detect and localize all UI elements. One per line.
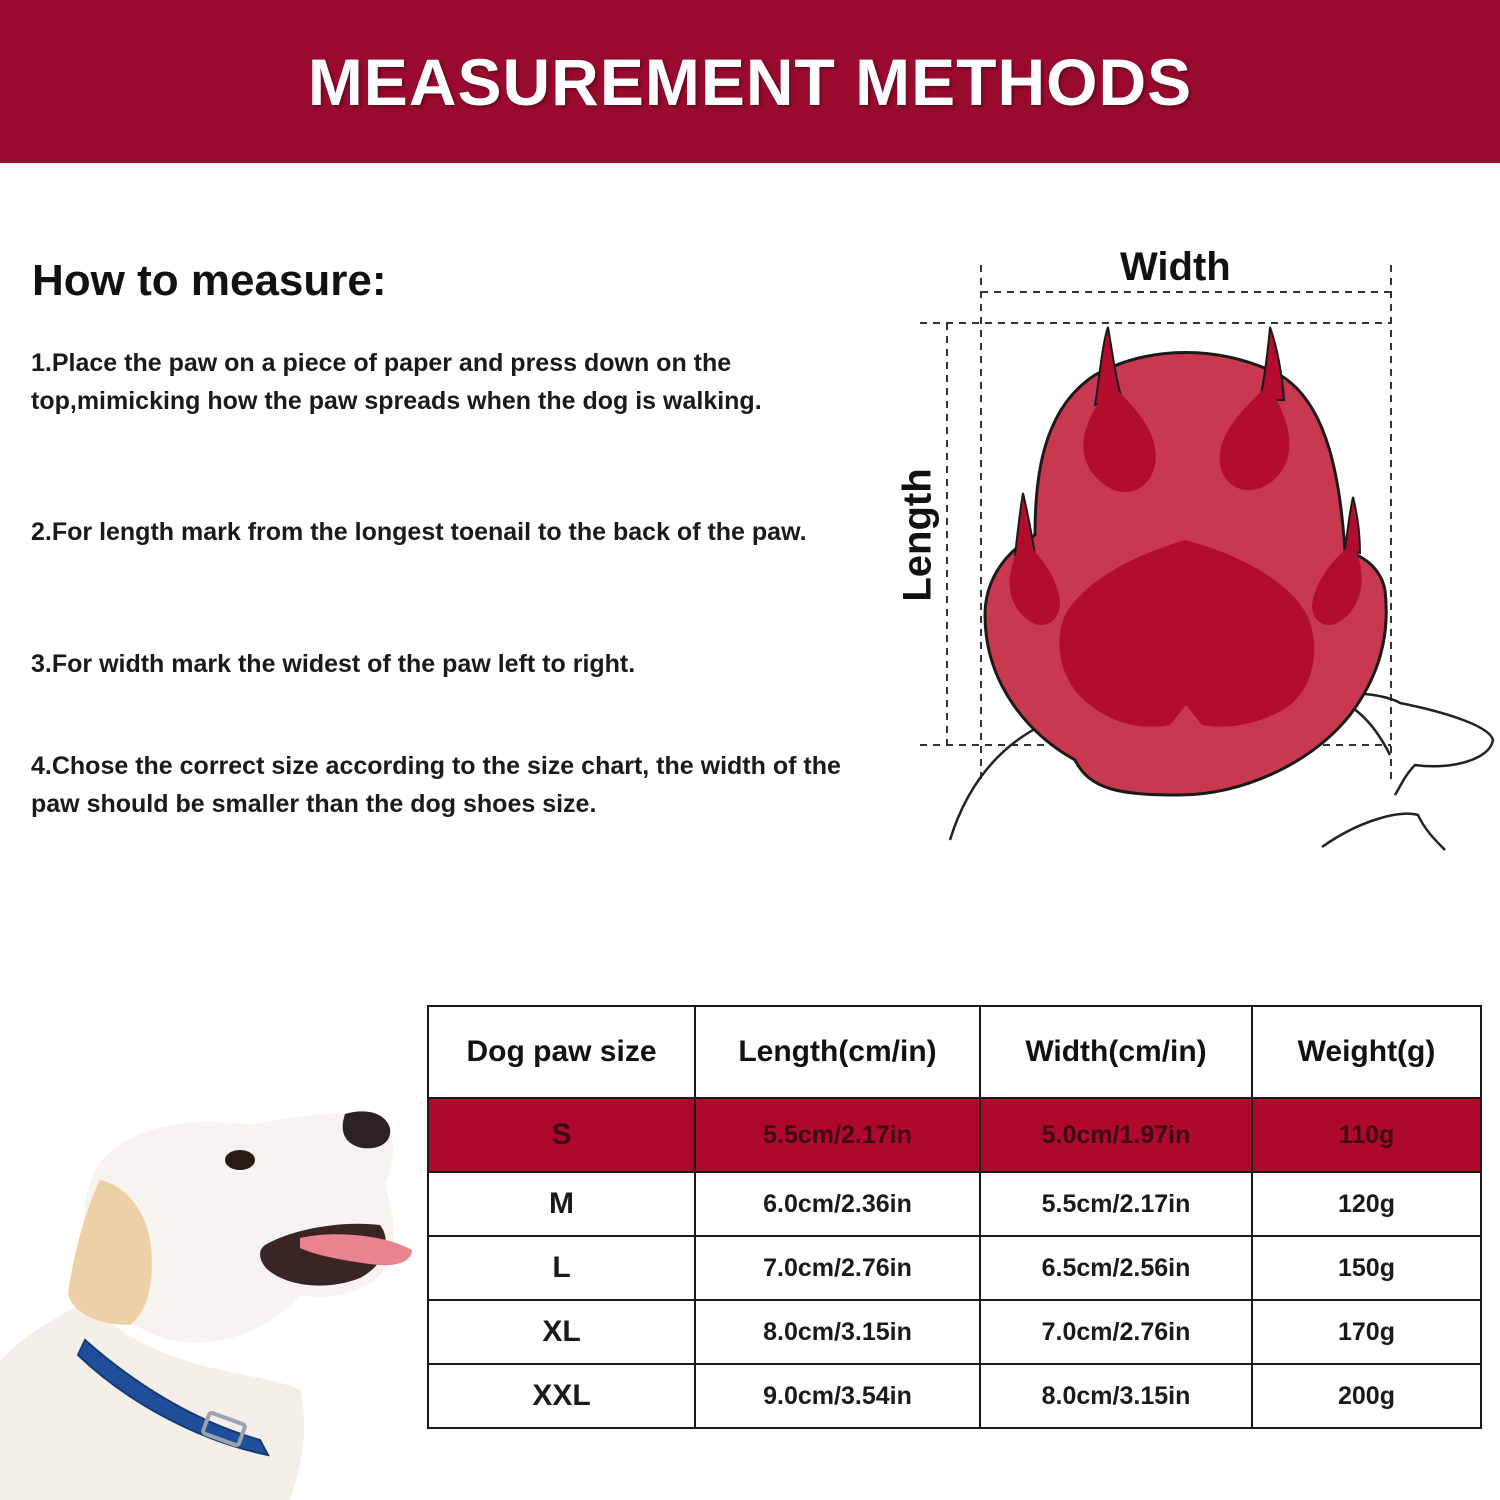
size-chart-table	[427, 1005, 1482, 1429]
instruction-step-4: 4.Chose the correct size according to the size chart, the width of the paw should be smaller than the dog shoes size.	[31, 752, 841, 818]
weight-cell: 150g	[1252, 1236, 1481, 1300]
length-cell: 5.5cm/2.17in	[695, 1098, 980, 1172]
width-cell: 7.0cm/2.76in	[980, 1300, 1252, 1364]
header-dog-paw-size: Dog paw size	[428, 1006, 695, 1098]
instruction-step-1: 1.Place the paw on a piece of paper and press down on the top,mimicking how the paw spreads when the dog is walking.	[31, 349, 762, 415]
instruction-step-3: 3.For width mark the widest of the paw left to right.	[31, 650, 636, 678]
weight-cell: 120g	[1252, 1172, 1481, 1236]
puppy-eye	[225, 1150, 255, 1170]
size-cell: XL	[428, 1300, 695, 1364]
table-row-l	[428, 1236, 1481, 1300]
weight-cell: 110g	[1252, 1098, 1481, 1172]
instruction-step-2: 2.For length mark from the longest toenail to the back of the paw.	[31, 518, 807, 546]
paw-illustration	[890, 235, 1500, 860]
length-cell: 7.0cm/2.76in	[695, 1236, 980, 1300]
how-to-measure-heading: How to measure:	[32, 256, 387, 305]
header-weight: Weight(g)	[1252, 1006, 1481, 1098]
length-cell: 6.0cm/2.36in	[695, 1172, 980, 1236]
width-cell: 6.5cm/2.56in	[980, 1236, 1252, 1300]
width-cell: 8.0cm/3.15in	[980, 1364, 1252, 1428]
table-row-xl	[428, 1300, 1481, 1364]
paw-measurement-diagram	[890, 235, 1500, 860]
header-banner	[0, 0, 1500, 163]
table-row-xxl	[428, 1364, 1481, 1428]
width-label: Width	[1120, 245, 1231, 289]
weight-cell: 200g	[1252, 1364, 1481, 1428]
weight-cell: 170g	[1252, 1300, 1481, 1364]
length-label: Length	[895, 468, 940, 602]
width-cell: 5.0cm/1.97in	[980, 1098, 1252, 1172]
length-cell: 8.0cm/3.15in	[695, 1300, 980, 1364]
size-cell: L	[428, 1236, 695, 1300]
table-row-s	[428, 1098, 1481, 1172]
table-row-m	[428, 1172, 1481, 1236]
table-header-row	[428, 1006, 1481, 1098]
header-length: Length(cm/in)	[695, 1006, 980, 1098]
header-width: Width(cm/in)	[980, 1006, 1252, 1098]
width-cell: 5.5cm/2.17in	[980, 1172, 1252, 1236]
length-cell: 9.0cm/3.54in	[695, 1364, 980, 1428]
page-title: MEASUREMENT METHODS	[307, 44, 1193, 119]
size-cell: XXL	[428, 1364, 695, 1428]
size-cell: M	[428, 1172, 695, 1236]
puppy-photo	[0, 1100, 425, 1500]
size-cell: S	[428, 1098, 695, 1172]
